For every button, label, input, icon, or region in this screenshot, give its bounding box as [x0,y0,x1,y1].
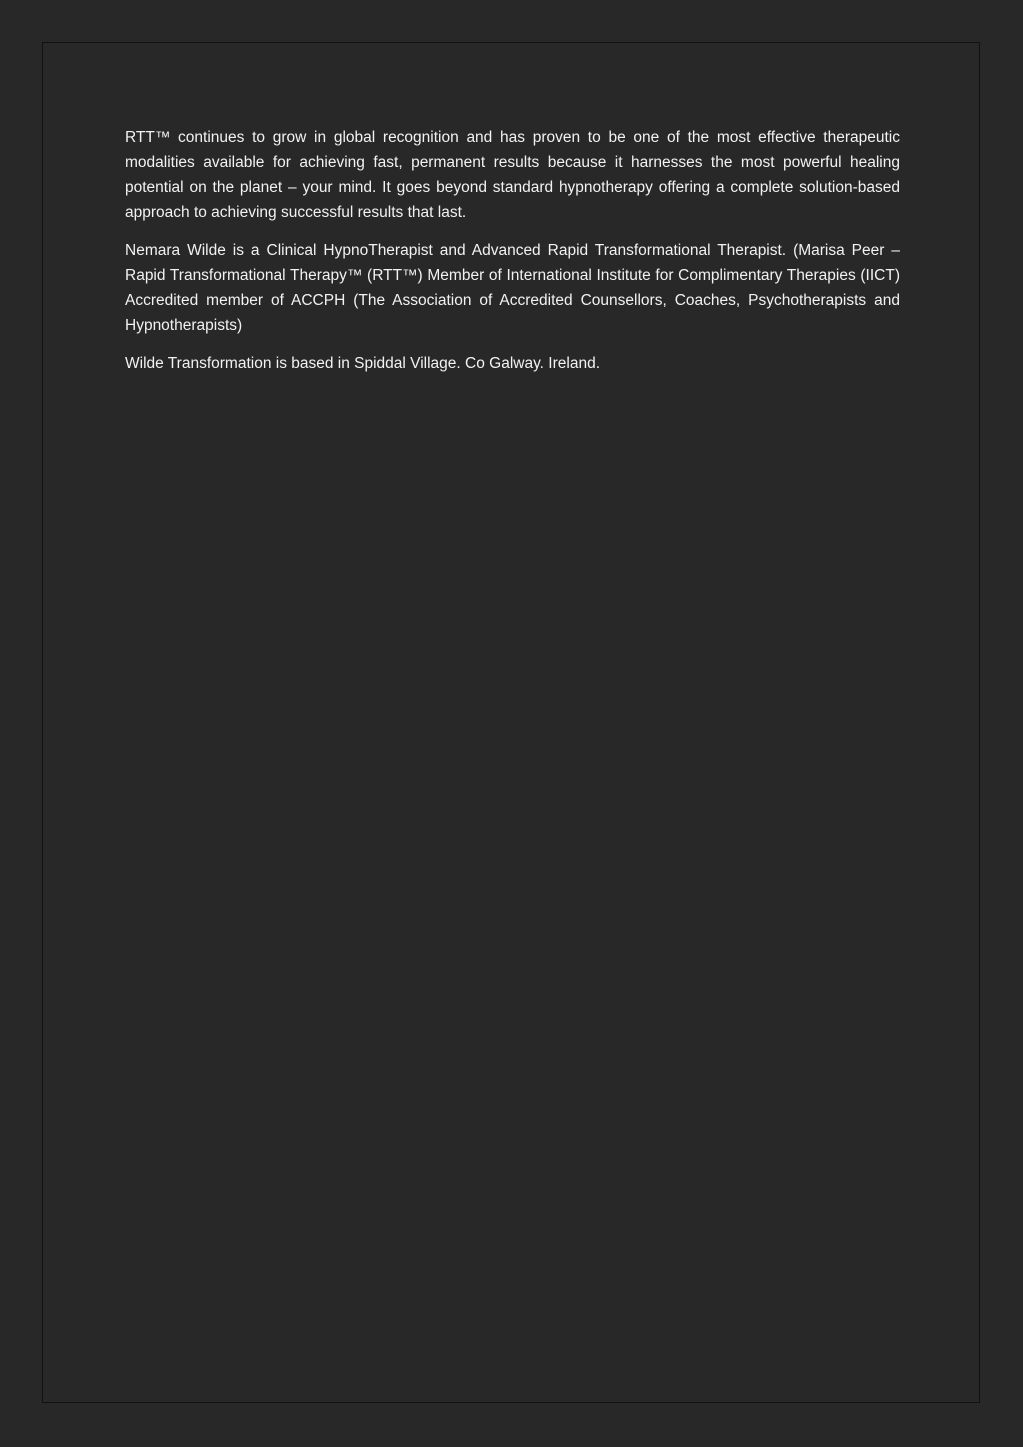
paragraph-rtt-recognition: RTT™ continues to grow in global recognition and has proven to be one of the most effective therapeutic modalities available for achieving fast, permanent results because it harnesses the most powerful healing potential on the planet – your mind. It goes beyond standard hypnotherapy offering a complete solution-based approach to achieving successful results that last. [125,129,900,221]
document-body [125,125,900,389]
document-page [42,42,980,1403]
paragraph-therapist-credentials: Nemara Wilde is a Clinical HypnoTherapist and Advanced Rapid Transformational Therapist. (Marisa Peer – Rapid Transformational Therapy™ (RTT™) Member of International Institute for Complimentary Therapies (IICT) Accredited member of ACCPH (The Association of Accredited Counsellors, Coaches, Psychotherapists and Hypnotherapists) [125,242,900,334]
paragraph-location: Wilde Transformation is based in Spiddal Village. Co Galway. Ireland. [125,355,600,372]
